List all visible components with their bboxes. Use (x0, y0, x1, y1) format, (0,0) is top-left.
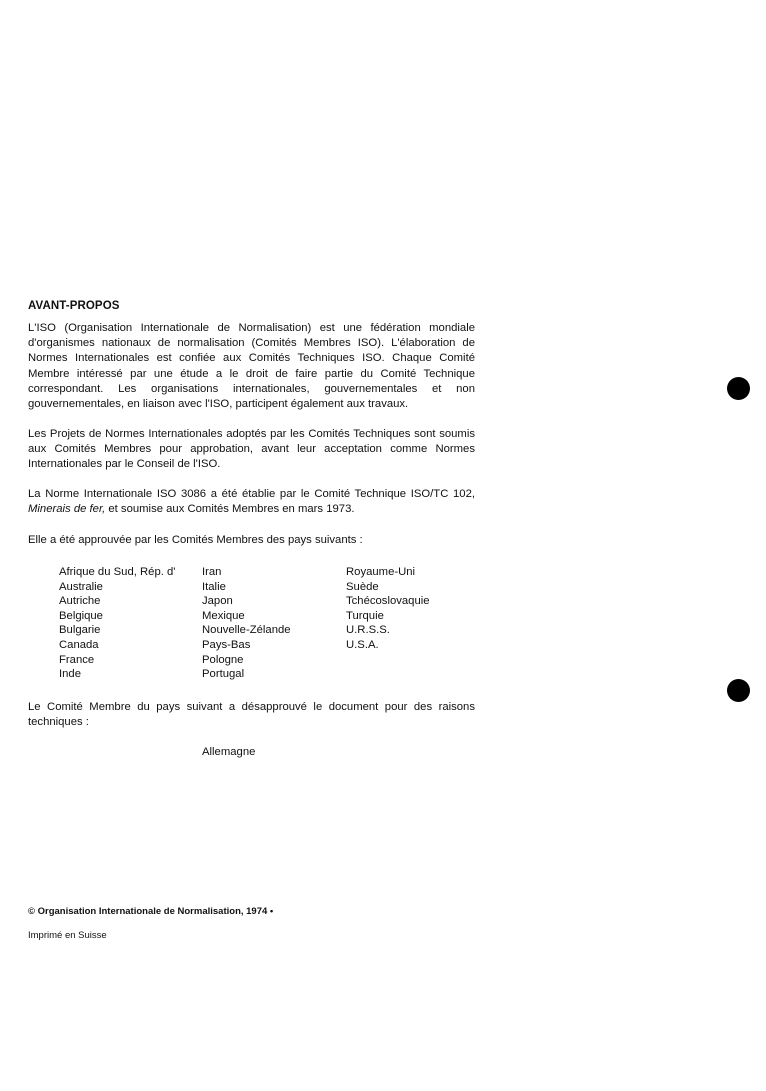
country-item: Royaume-Uni (346, 566, 416, 578)
country-item: Australie (59, 580, 103, 593)
approval-intro: Elle a été approuvée par les Comités Membres des pays suivants : (28, 534, 363, 546)
foreword-paragraph-standard (28, 487, 475, 517)
approving-countries-column-2 (202, 565, 291, 682)
foreword-paragraph-iso: L'ISO (Organisation Internationale de Normalisation) est une fédération mondiale d'organismes nationaux de normalisation (Comités Membres ISO). L'élaboration de Normes Internationales est confiée aux Comités Techniques ISO. Chaque Comité Membre intéressé par une étude a le droit de faire partie du Comité Technique correspondant. Les organisations internationales, gouvernementales et non gouvernementales, en liaison avec l'ISO, participent également aux travaux. (28, 322, 475, 411)
country-item: Iran (202, 566, 222, 578)
binder-hole-upper (727, 377, 750, 400)
country-item: Turquie (346, 609, 384, 622)
country-item: Inde (59, 668, 81, 681)
country-item: Canada (59, 638, 99, 651)
country-item: Portugal (202, 668, 245, 681)
country-item: Afrique du Sud, Rép. d' (59, 566, 176, 578)
binder-hole-lower (727, 679, 750, 702)
country-item: U.R.S.S. (346, 624, 390, 637)
approving-countries-column-3 (346, 565, 430, 653)
printed-in-notice: Imprimé en Suisse (28, 930, 107, 941)
country-item: Suède (346, 580, 379, 593)
approving-countries-column-1 (59, 565, 175, 682)
country-item: Japon (202, 595, 233, 608)
country-item: Pologne (202, 653, 244, 666)
country-item: Bulgarie (59, 624, 101, 637)
country-item: Belgique (59, 609, 103, 622)
standard-text-start: La Norme Internationale ISO 3086 a été établie par le Comité Technique ISO/TC 102, (28, 488, 475, 500)
country-item: Autriche (59, 595, 101, 608)
country-item: U.S.A. (346, 638, 379, 651)
foreword-paragraph-drafts: Les Projets de Normes Internationales adoptés par les Comités Techniques sont soumis aux Comités Membres pour approbation, avant leur acceptation comme Normes Internationales par le Conseil de l'ISO. (28, 428, 475, 471)
foreword-heading: AVANT-PROPOS (28, 300, 120, 312)
country-item: Tchécoslovaquie (346, 595, 430, 608)
country-item: France (59, 653, 95, 666)
standard-text-end: et soumise aux Comités Membres en mars 1973. (105, 503, 355, 516)
committee-title: Minerais de fer, (28, 503, 106, 516)
country-item: Mexique (202, 609, 245, 622)
disapproval-statement: Le Comité Membre du pays suivant a désapprouvé le document pour des raisons techniques : (28, 701, 475, 729)
country-item: Italie (202, 580, 226, 593)
country-item: Pays-Bas (202, 638, 251, 651)
dissenting-country: Allemagne (202, 746, 256, 758)
copyright-notice: © Organisation Internationale de Normalisation, 1974 • (28, 906, 274, 917)
country-item: Nouvelle-Zélande (202, 624, 291, 637)
